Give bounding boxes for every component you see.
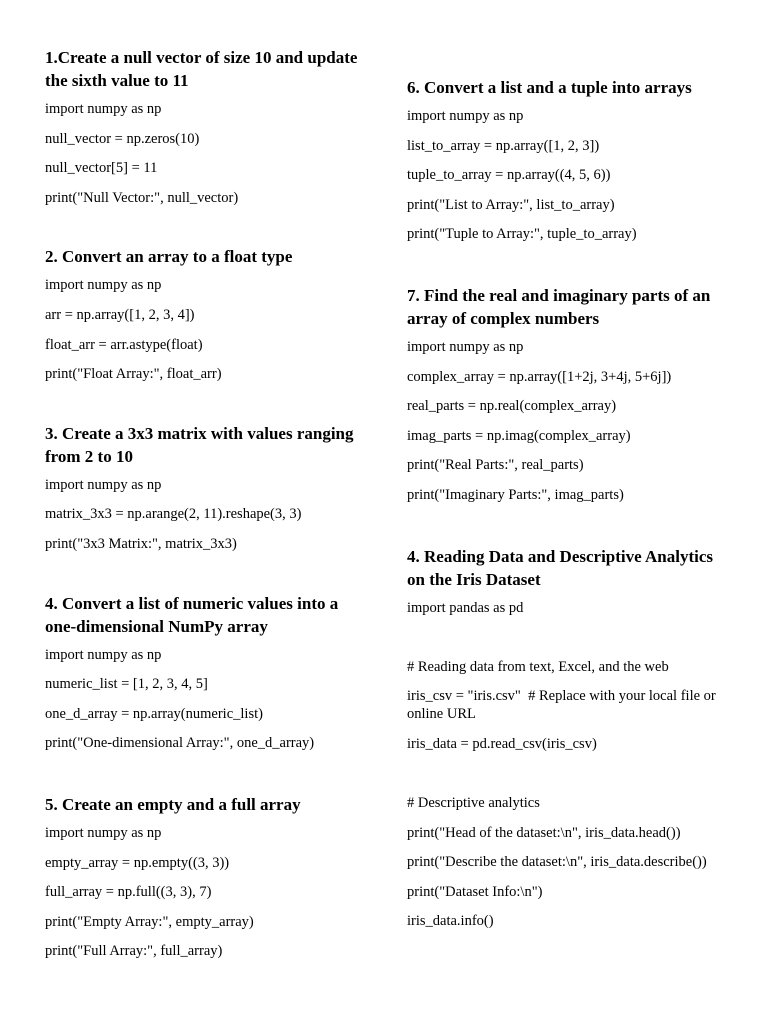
code-line: print("3x3 Matrix:", matrix_3x3) bbox=[45, 535, 237, 552]
section-heading: 7. Find the real and imaginary parts of an array of complex numbers bbox=[407, 285, 711, 328]
code-line: iris_csv = "iris.csv" # Replace with your local file or online URL bbox=[407, 688, 720, 723]
code-line: complex_array = np.array([1+2j, 3+4j, 5+6j]) bbox=[407, 368, 672, 385]
code-line: list_to_array = np.array([1, 2, 3]) bbox=[407, 137, 600, 154]
code-line: print("Full Array:", full_array) bbox=[45, 943, 223, 960]
code-line: numeric_list = [1, 2, 3, 4, 5] bbox=[45, 676, 208, 693]
code-line: # Descriptive analytics bbox=[407, 795, 540, 812]
section-heading: 4. Reading Data and Descriptive Analytics on the Iris Dataset bbox=[407, 546, 713, 589]
section-heading: 3. Create a 3x3 matrix with values ranging from 2 to 10 bbox=[45, 423, 354, 466]
code-line: print("Empty Array:", empty_array) bbox=[45, 913, 254, 930]
right-column bbox=[407, 0, 730, 942]
code-line: print("Float Array:", float_arr) bbox=[45, 366, 222, 383]
code-line: real_parts = np.real(complex_array) bbox=[407, 398, 617, 415]
section-heading: 6. Convert a list and a tuple into arrays bbox=[407, 78, 692, 97]
code-line: print("Describe the dataset:\n", iris_data.describe()) bbox=[407, 854, 707, 871]
code-line: import numpy as np bbox=[407, 338, 524, 355]
code-line: import pandas as pd bbox=[407, 599, 524, 616]
code-line: full_array = np.full((3, 3), 7) bbox=[45, 884, 212, 901]
code-line: import numpy as np bbox=[45, 101, 162, 117]
section-float-type bbox=[45, 245, 360, 383]
section-iris-dataset bbox=[407, 545, 730, 931]
code-line: import numpy as np bbox=[45, 277, 162, 294]
code-line: iris_data = pd.read_csv(iris_csv) bbox=[407, 735, 597, 752]
code-line: import numpy as np bbox=[45, 646, 162, 663]
code-line: one_d_array = np.array(numeric_list) bbox=[45, 705, 263, 722]
code-line: print("Imaginary Parts:", imag_parts) bbox=[407, 486, 624, 503]
section-matrix-3x3 bbox=[45, 422, 360, 553]
code-line: print("List to Array:", list_to_array) bbox=[407, 196, 615, 213]
code-line: import numpy as np bbox=[45, 824, 162, 841]
section-null-vector bbox=[45, 46, 360, 207]
code-line: null_vector[5] = 11 bbox=[45, 160, 158, 177]
code-line: imag_parts = np.imag(complex_array) bbox=[407, 427, 631, 444]
code-line: print("One-dimensional Array:", one_d_array) bbox=[45, 735, 315, 752]
code-line: print("Real Parts:", real_parts) bbox=[407, 457, 584, 474]
code-line: print("Null Vector:", null_vector) bbox=[45, 189, 239, 206]
code-line: import numpy as np bbox=[407, 108, 524, 124]
section-heading: 4. Convert a list of numeric values into a one-dimensional NumPy array bbox=[45, 593, 339, 636]
left-column bbox=[45, 0, 360, 972]
code-line: null_vector = np.zeros(10) bbox=[45, 130, 200, 147]
code-line: tuple_to_array = np.array((4, 5, 6)) bbox=[407, 167, 611, 184]
section-one-d-array bbox=[45, 592, 360, 753]
blank-line bbox=[407, 628, 730, 646]
code-line: print("Head of the dataset:\n", iris_data.head()) bbox=[407, 824, 681, 841]
section-heading: 1.Create a null vector of size 10 and update the sixth value to 11 bbox=[45, 48, 358, 90]
code-line: arr = np.array([1, 2, 3, 4]) bbox=[45, 306, 195, 323]
blank-line bbox=[407, 765, 730, 783]
code-line: print("Tuple to Array:", tuple_to_array) bbox=[407, 226, 637, 243]
code-line: import numpy as np bbox=[45, 476, 162, 493]
section-heading: 5. Create an empty and a full array bbox=[45, 794, 301, 814]
section-list-tuple bbox=[407, 76, 730, 243]
section-heading: 2. Convert an array to a float type bbox=[45, 247, 293, 267]
code-line: # Reading data from text, Excel, and the web bbox=[407, 658, 669, 675]
section-empty-full-array bbox=[45, 793, 360, 960]
code-line: print("Dataset Info:\n") bbox=[407, 883, 543, 900]
section-complex-parts bbox=[407, 284, 730, 504]
code-line: empty_array = np.empty((3, 3)) bbox=[45, 854, 230, 871]
code-line: iris_data.info() bbox=[407, 913, 494, 930]
code-line: float_arr = arr.astype(float) bbox=[45, 336, 203, 353]
code-line: matrix_3x3 = np.arange(2, 11).reshape(3, 3) bbox=[45, 506, 302, 523]
